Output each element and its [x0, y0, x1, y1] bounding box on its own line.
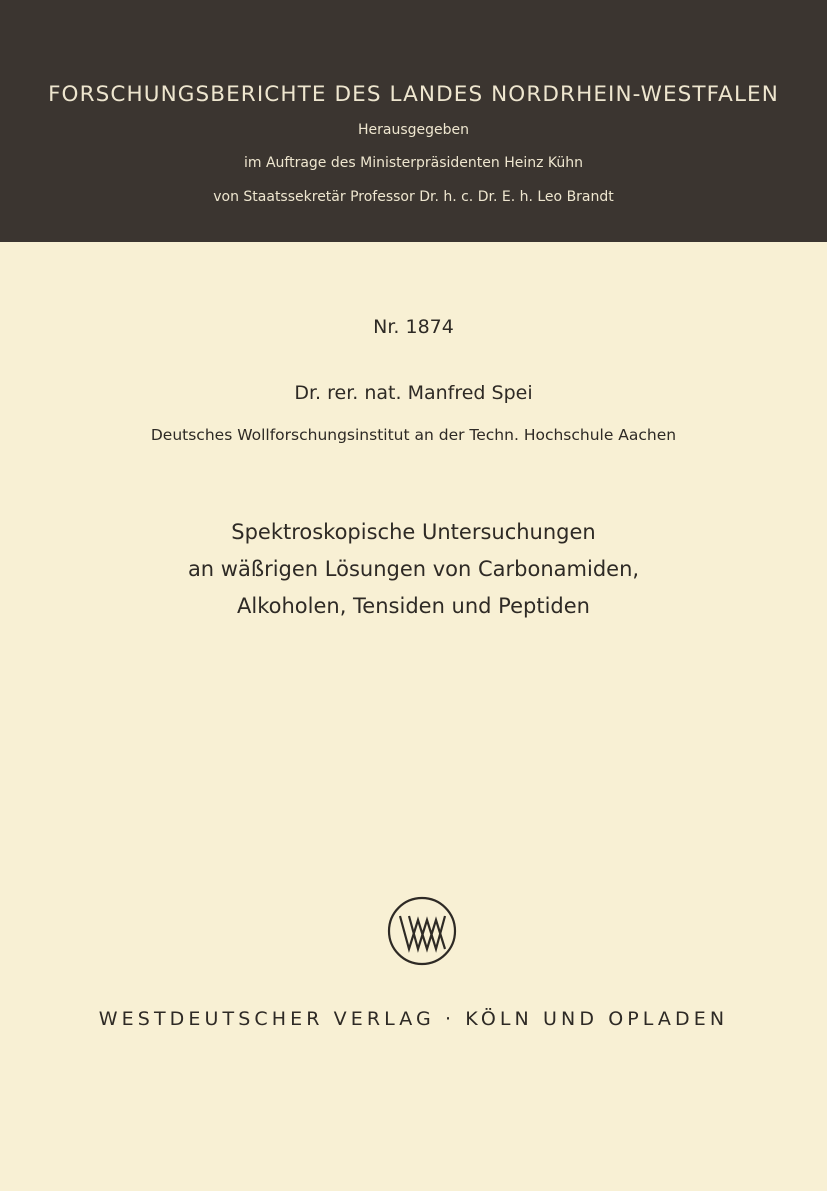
title-line-2: an wäßrigen Lösungen von Carbonamiden,	[187, 557, 640, 581]
publisher-note-line3: von Staatssekretär Professor Dr. h. c. Dr. E. h. Leo Brandt	[213, 189, 614, 205]
author-name: Dr. rer. nat. Manfred Spei	[294, 382, 533, 404]
publisher-note-line1: Herausgegeben	[357, 122, 469, 138]
institute-name: Deutsches Wollforschungsinstitut an der Techn. Hochschule Aachen	[150, 426, 677, 444]
title-line-3: Alkoholen, Tensiden und Peptiden	[237, 594, 590, 618]
series-title: FORSCHUNGSBERICHTE DES LANDES NORDRHEIN-WESTFALEN	[48, 82, 779, 107]
publisher-note-line2: im Auftrage des Ministerpräsidenten Heinz Kühn	[243, 155, 584, 171]
report-number: Nr. 1874	[373, 316, 454, 338]
title-line-1: Spektroskopische Untersuchungen	[231, 520, 596, 544]
series-header-band	[0, 0, 827, 242]
westdeutscher-verlag-w-logo-icon	[387, 896, 457, 966]
publisher-imprint: WESTDEUTSCHER VERLAG · KÖLN UND OPLADEN	[98, 1008, 729, 1030]
